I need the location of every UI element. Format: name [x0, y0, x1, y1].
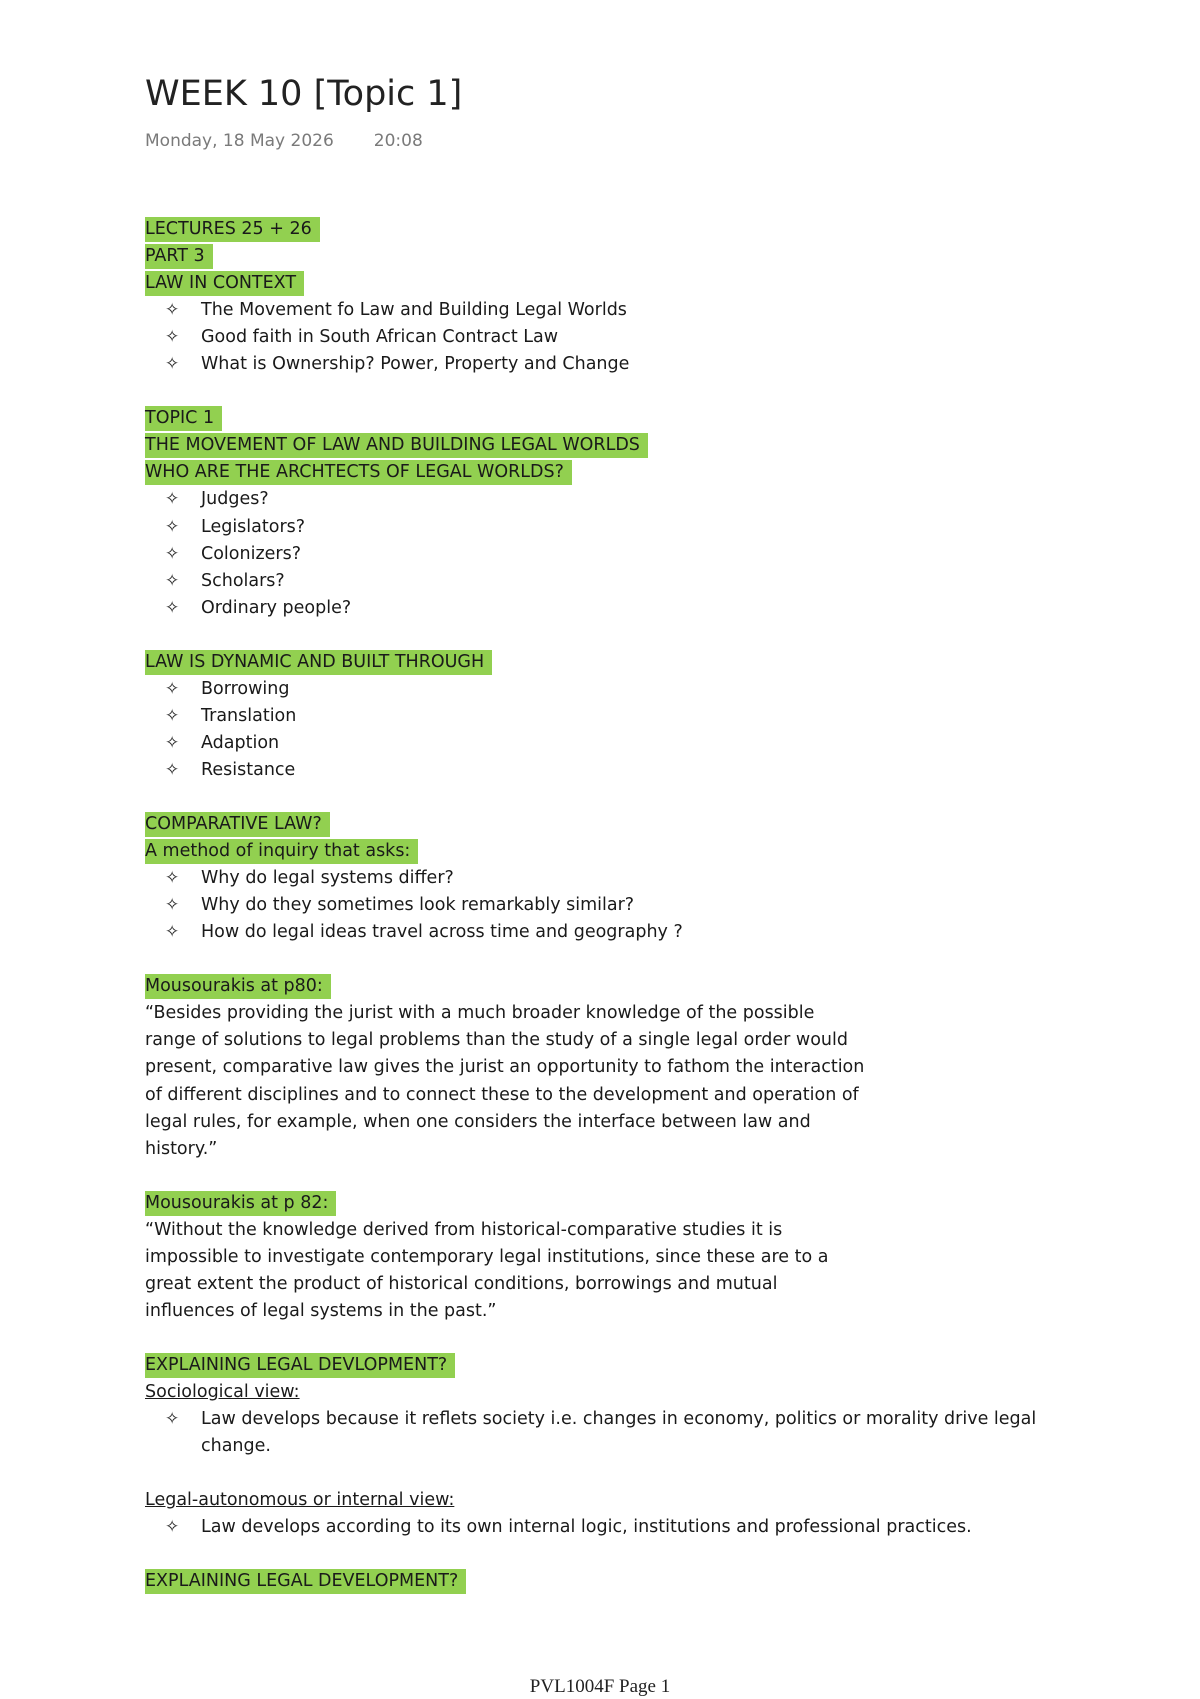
heading-part: PART 3: [145, 244, 213, 269]
four-pointed-star-icon: ✧: [165, 300, 180, 321]
page-footer: PVL1004F Page 1: [529, 1676, 671, 1697]
four-pointed-star-icon: ✧: [165, 597, 180, 618]
list-item: ✧ Borrowing: [145, 676, 1085, 703]
architects-list: [145, 486, 1085, 621]
list-item: ✧ Law develops because it reflets society i.e. changes in economy, politics or morality drive legal change.: [145, 1406, 1085, 1460]
sociological-list: [145, 1406, 1085, 1460]
quote-line: legal rules, for example, when one considers the interface between law and: [145, 1111, 811, 1132]
page-title: WEEK 10 [Topic 1]: [145, 74, 463, 114]
list-item: ✧ Legislators?: [145, 514, 1085, 541]
heading-quote-p82: Mousourakis at p 82:: [145, 1191, 336, 1216]
heading-law-dynamic: LAW IS DYNAMIC AND BUILT THROUGH: [145, 650, 492, 675]
page-meta: [145, 131, 423, 151]
list-item: ✧ How do legal ideas travel across time and geography ?: [145, 919, 1085, 946]
quote-p82: [145, 1217, 1085, 1325]
four-pointed-star-icon: ✧: [165, 732, 180, 753]
four-pointed-star-icon: ✧: [165, 1409, 180, 1430]
heading-movement-of-law: THE MOVEMENT OF LAW AND BUILDING LEGAL WORLDS: [145, 433, 648, 458]
four-pointed-star-icon: ✧: [165, 705, 180, 726]
list-item: ✧ Why do they sometimes look remarkably similar?: [145, 892, 1085, 919]
four-pointed-star-icon: ✧: [165, 570, 180, 591]
heading-architects: WHO ARE THE ARCHTECTS OF LEGAL WORLDS?: [145, 460, 572, 485]
quote-line: range of solutions to legal problems than the study of a single legal order would: [145, 1030, 848, 1051]
heading-comparative-law: COMPARATIVE LAW?: [145, 812, 330, 837]
quote-line: present, comparative law gives the jurist an opportunity to fathom the interaction: [145, 1057, 865, 1078]
four-pointed-star-icon: ✧: [165, 678, 180, 699]
heading-method-of-inquiry: A method of inquiry that asks:: [145, 839, 418, 864]
four-pointed-star-icon: ✧: [165, 354, 180, 375]
quote-line: impossible to investigate contemporary legal institutions, since these are to a: [145, 1246, 829, 1267]
list-item: ✧ What is Ownership? Power, Property and Change: [145, 351, 1085, 378]
label-internal-view: Legal-autonomous or internal view:: [145, 1490, 455, 1511]
page-time: 20:08: [373, 131, 423, 151]
page-date: Monday, 18 May 2026: [145, 131, 334, 151]
quote-line: of different disciplines and to connect these to the development and operation of: [145, 1084, 859, 1105]
list-item: ✧ Why do legal systems differ?: [145, 865, 1085, 892]
quote-p80: [145, 1000, 1085, 1162]
four-pointed-star-icon: ✧: [165, 868, 180, 889]
four-pointed-star-icon: ✧: [165, 489, 180, 510]
four-pointed-star-icon: ✧: [165, 327, 180, 348]
four-pointed-star-icon: ✧: [165, 895, 180, 916]
heading-quote-p80: Mousourakis at p80:: [145, 974, 331, 999]
four-pointed-star-icon: ✧: [165, 759, 180, 780]
quote-line: “Without the knowledge derived from historical-comparative studies it is: [145, 1219, 783, 1240]
list-item: ✧ The Movement fo Law and Building Legal Worlds: [145, 297, 1085, 324]
dynamic-list: [145, 676, 1085, 784]
list-item: ✧ Ordinary people?: [145, 595, 1085, 622]
quote-line: great extent the product of historical conditions, borrowings and mutual: [145, 1273, 778, 1294]
heading-explaining-development: EXPLAINING LEGAL DEVELOPMENT?: [145, 1569, 466, 1594]
heading-lectures: LECTURES 25 + 26: [145, 217, 320, 242]
four-pointed-star-icon: ✧: [165, 922, 180, 943]
list-item: ✧ Scholars?: [145, 568, 1085, 595]
note-body: [145, 216, 1085, 1595]
quote-line: influences of legal systems in the past.”: [145, 1300, 497, 1321]
list-item: ✧ Colonizers?: [145, 541, 1085, 568]
comparative-list: [145, 865, 1085, 946]
four-pointed-star-icon: ✧: [165, 516, 180, 537]
quote-line: “Besides providing the jurist with a much broader knowledge of the possible: [145, 1003, 815, 1024]
list-item: ✧ Judges?: [145, 486, 1085, 513]
internal-list: [145, 1514, 1085, 1541]
quote-line: history.”: [145, 1138, 218, 1159]
list-item: ✧ Adaption: [145, 730, 1085, 757]
list-item: ✧ Resistance: [145, 757, 1085, 784]
four-pointed-star-icon: ✧: [165, 1517, 180, 1538]
four-pointed-star-icon: ✧: [165, 543, 180, 564]
heading-explaining-devlopment: EXPLAINING LEGAL DEVLOPMENT?: [145, 1353, 455, 1378]
heading-law-in-context: LAW IN CONTEXT: [145, 271, 304, 296]
heading-topic: TOPIC 1: [145, 406, 222, 431]
label-sociological-view: Sociological view:: [145, 1382, 300, 1403]
intro-list: [145, 297, 1085, 378]
list-item: ✧ Translation: [145, 703, 1085, 730]
list-item: ✧ Good faith in South African Contract Law: [145, 324, 1085, 351]
list-item: ✧ Law develops according to its own internal logic, institutions and professional practices.: [145, 1514, 1085, 1541]
